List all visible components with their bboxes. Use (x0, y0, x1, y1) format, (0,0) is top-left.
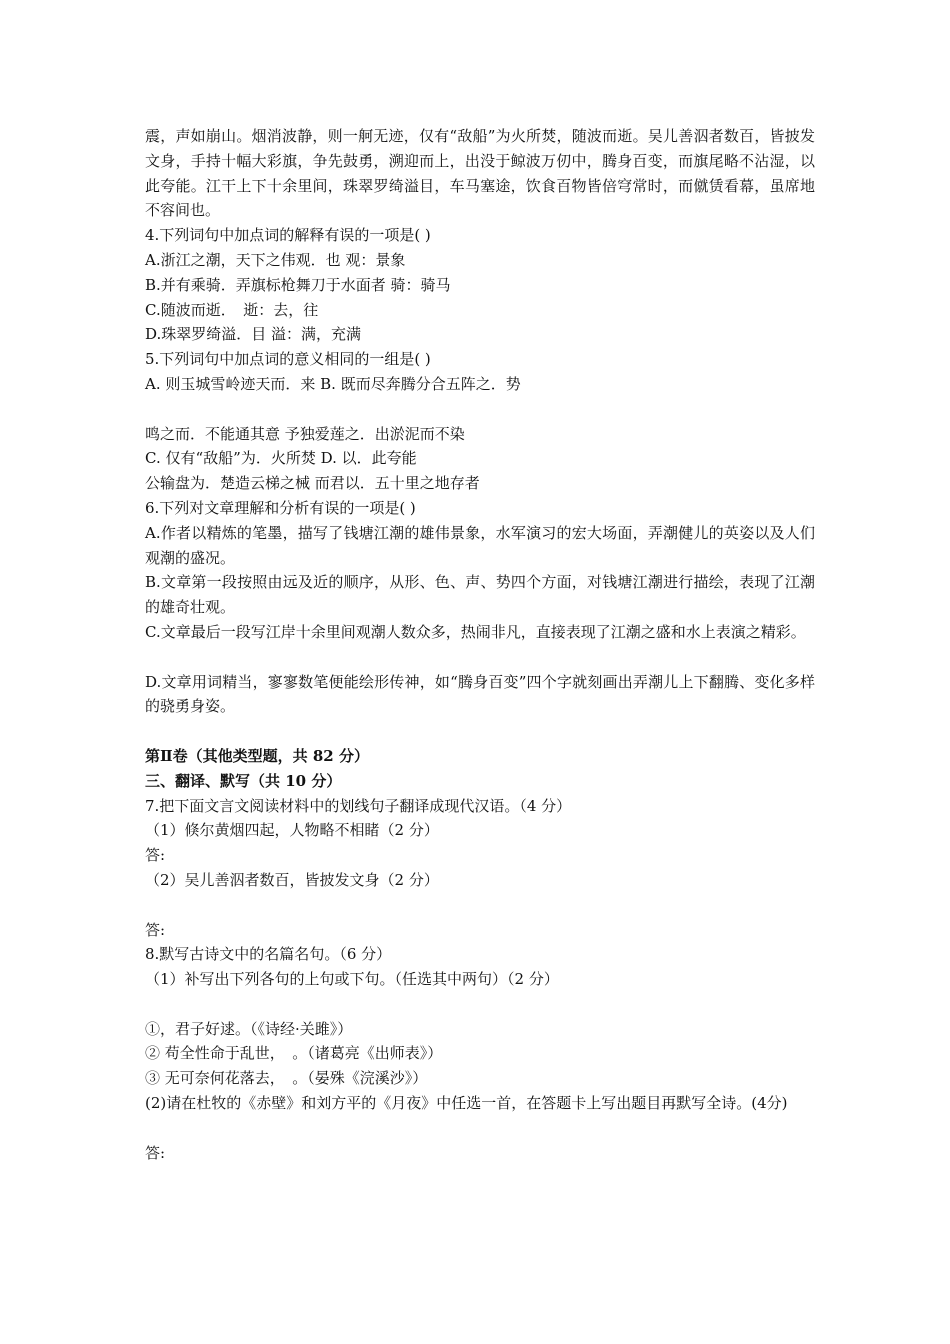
passage-paragraph: 震，声如崩山。烟消波静，则一舸无迹，仅有“敌船”为火所焚，随波而逝。吴儿善泅者数百，皆披发文身，手持十幅大彩旗，争先鼓勇，溯迎而上，出没于鲸波万仞中，腾身百变，而旗尾略不沾湿，以此夸能。江干上下十余里间，珠翠罗绮溢目，车马塞途，饮食百物皆倍穹常时，而僦赁看幕，虽席地不容间也。 (145, 127, 815, 220)
spacer (145, 1116, 815, 1141)
q5-options-ab-line1: A. 则玉城雪岭迹天而．来 B. 既而尽奔腾分合五阵之．势 (145, 374, 521, 393)
spacer (145, 645, 815, 670)
q7-sentence-2: （2）吴儿善泅者数百，皆披发文身（2 分） (145, 870, 439, 889)
q7-sentence-1: （1）倏尔黄烟四起，人物略不相睹（2 分） (145, 821, 439, 840)
q8-stem: 8.默写古诗文中的名篇名句。（6 分） (145, 945, 392, 964)
document-body (145, 124, 815, 1165)
q6-option-a: A.作者以精炼的笔墨，描写了钱塘江潮的雄伟景象，水军演习的宏大场面，弄潮健儿的英姿以及人们观潮的盛况。 (145, 523, 815, 567)
q4-option-d: D.珠翠罗绮溢．目 溢：满，充满 (145, 325, 362, 344)
q8-part-1: （1）补写出下列各句的上句或下句。（任选其中两句）（2 分） (145, 970, 559, 989)
q7-answer-2: 答: (145, 920, 166, 939)
q8-item-1: ①，君子好逑。（《诗经·关雎》） (145, 1019, 353, 1038)
q6-option-b: B.文章第一段按照由远及近的顺序，从形、色、声、势四个方面，对钱塘江潮进行描绘，表现了江潮的雄奇壮观。 (145, 573, 815, 617)
q4-option-a: A.浙江之潮，天下之伟观．也 观：景象 (145, 250, 406, 269)
q4-option-c: C.随波而逝． 逝：去，往 (145, 300, 319, 319)
q6-option-c: C.文章最后一段写江岸十余里间观潮人数众多，热闹非凡，直接表现了江潮之盛和水上表演之精彩。 (145, 622, 806, 641)
spacer (145, 719, 815, 744)
q8-item-2: ② 苟全性命于乱世， 。（诸葛亮《出师表》） (145, 1044, 443, 1063)
q5-options-ab-line2: 鸣之而．不能通其意 予独爱莲之．出淤泥而不染 (145, 424, 465, 443)
q8-item-3: ③ 无可奈何花落去， 。（晏殊《浣溪沙》） (145, 1069, 428, 1088)
q7-stem: 7.把下面文言文阅读材料中的划线句子翻译成现代汉语。（4 分） (145, 796, 572, 815)
q5-options-cd-line2: 公输盘为．楚造云梯之械 而君以．五十里之地存者 (145, 474, 480, 493)
section-ii-title: 第Ⅱ卷（其他类型题，共 82 分） (145, 746, 369, 765)
spacer (145, 992, 815, 1017)
q5-options-cd-line1: C. 仅有“敌船”为．火所焚 D. 以．此夸能 (145, 449, 417, 468)
q7-answer-1: 答: (145, 846, 166, 865)
q8-answer: 答: (145, 1143, 166, 1162)
q6-stem: 6.下列对文章理解和分析有误的一项是( ) (145, 498, 416, 517)
spacer (145, 397, 815, 422)
spacer (145, 893, 815, 918)
q4-stem: 4.下列词句中加点词的解释有误的一项是( ) (145, 226, 431, 245)
q5-stem: 5.下列词句中加点词的意义相同的一组是( ) (145, 350, 431, 369)
q6-option-d: D.文章用词精当，寥寥数笔便能绘形传神，如“腾身百变”四个字就刻画出弄潮儿上下翻腾、变化多样的骁勇身姿。 (145, 672, 815, 716)
part-three-heading: 三、翻译、默写（共 10 分） (145, 771, 342, 790)
q8-part-2: (2)请在杜牧的《赤壁》和刘方平的《月夜》中任选一首，在答题卡上写出题目再默写全诗。(4分) (145, 1094, 788, 1113)
q4-option-b: B.并有乘骑．弄旗标枪舞刀于水面者 骑：骑马 (145, 275, 451, 294)
